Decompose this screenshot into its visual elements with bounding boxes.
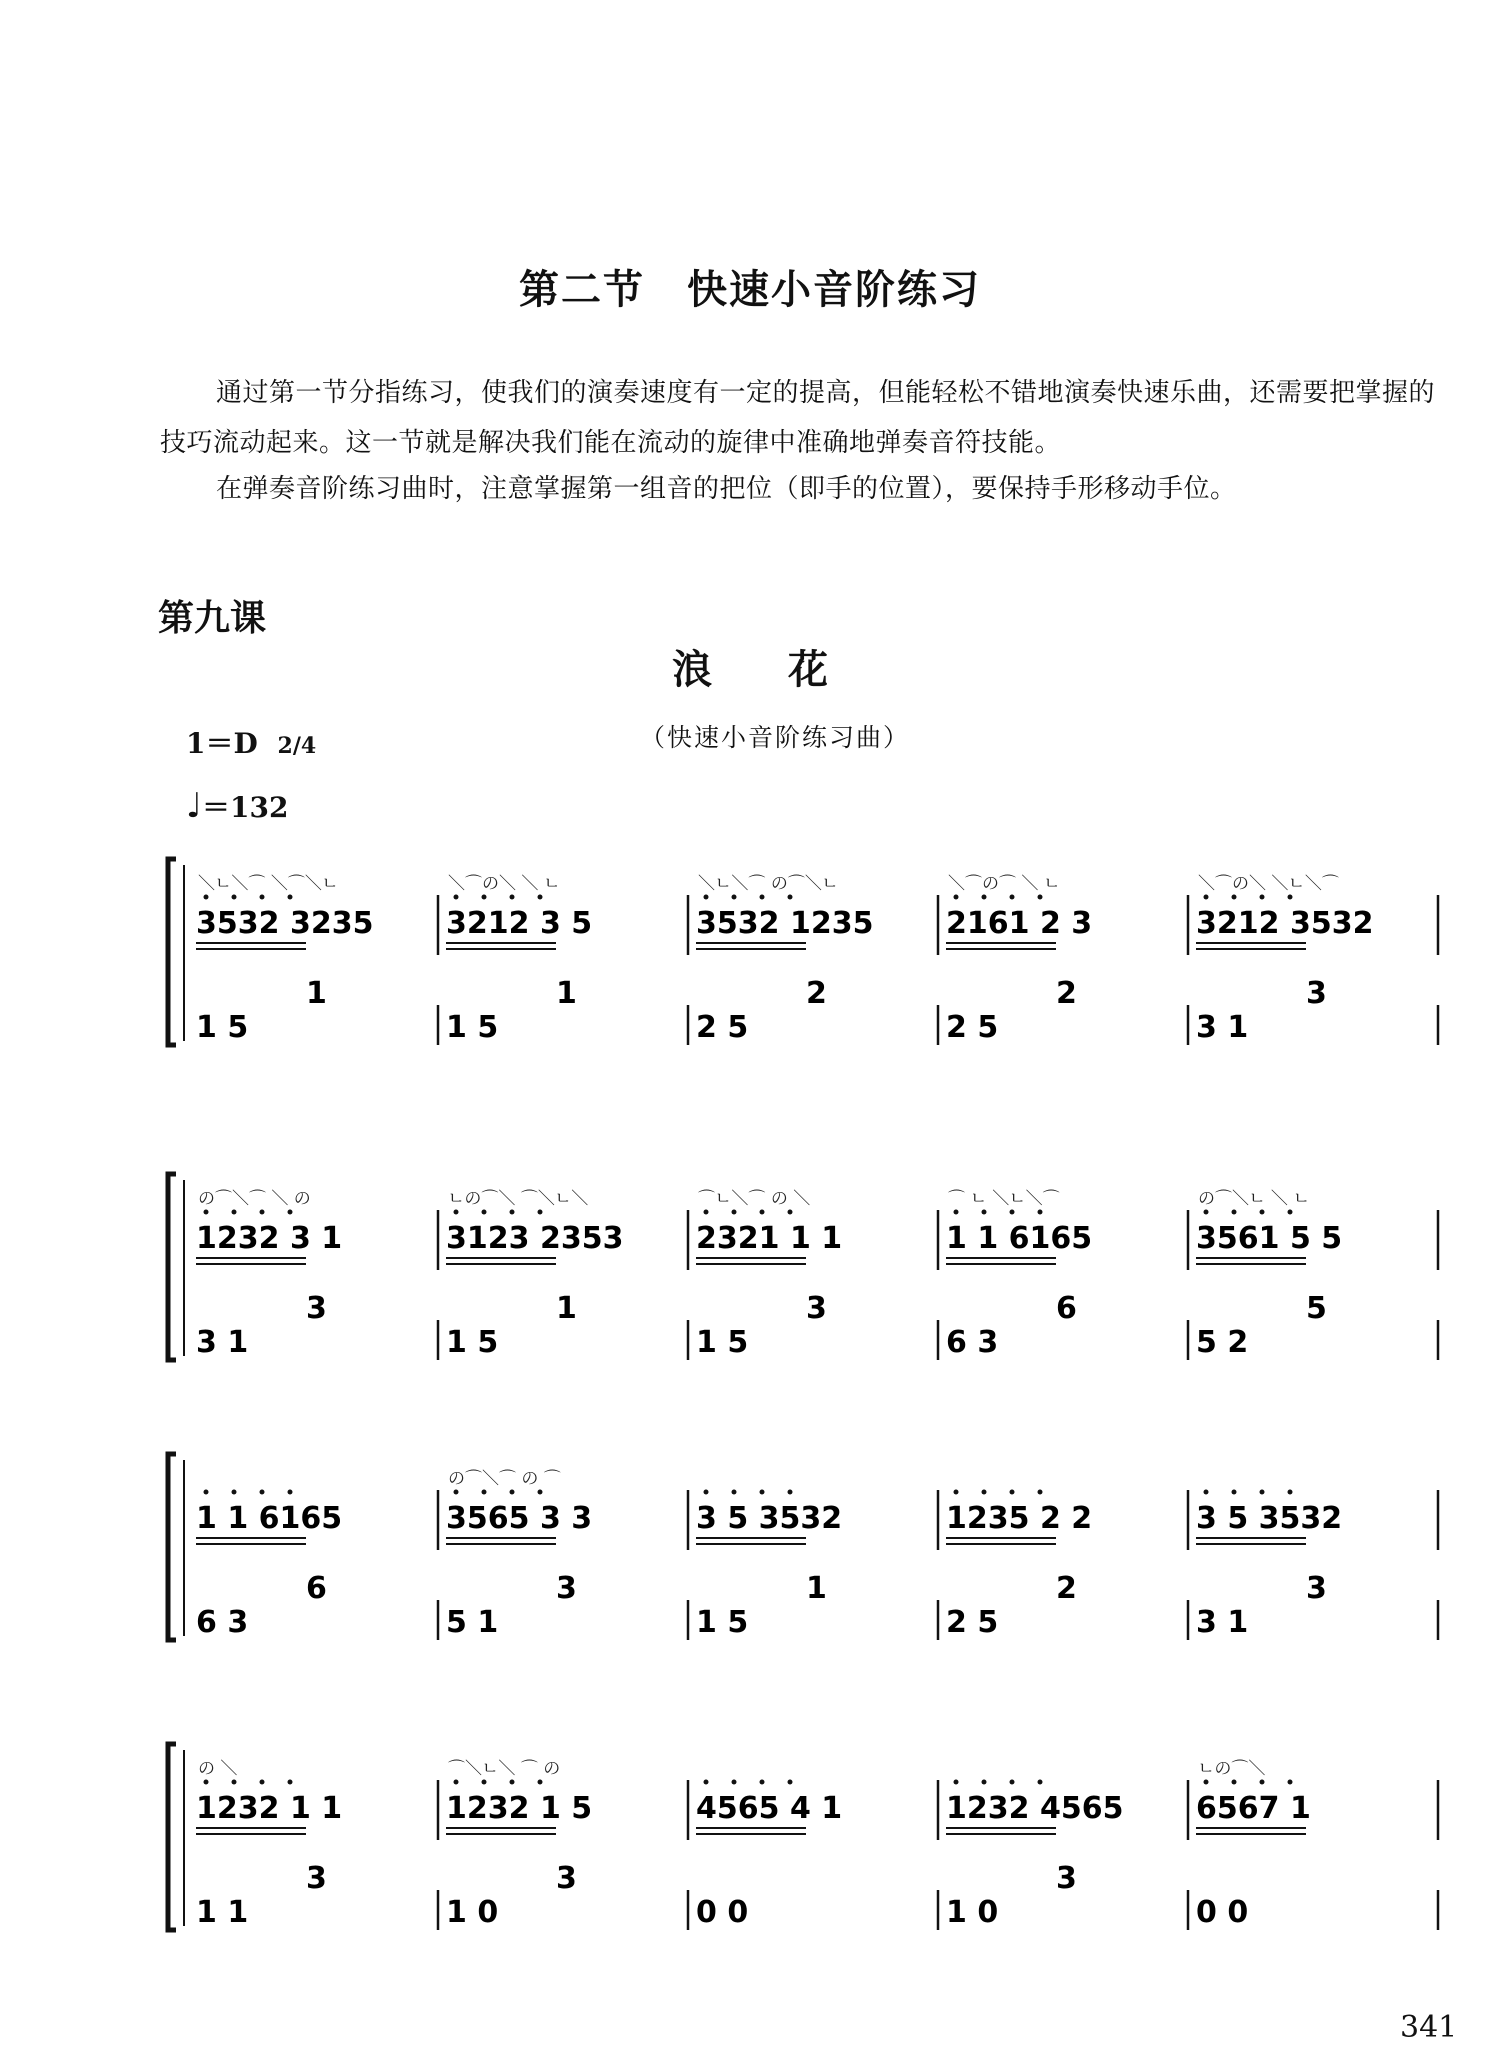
time-signature: 2/4 xyxy=(277,733,317,759)
octave-dot xyxy=(454,1490,459,1495)
bass-top-note: 1 xyxy=(556,1291,577,1326)
bass-notes: 2 5 xyxy=(946,1010,999,1045)
octave-dot xyxy=(482,1490,487,1495)
octave-dot xyxy=(1010,1780,1015,1785)
octave-dot xyxy=(732,1780,737,1785)
octave-dot xyxy=(454,1780,459,1785)
octave-dot xyxy=(232,895,237,900)
octave-dot xyxy=(1288,895,1293,900)
octave-dot xyxy=(260,1210,265,1215)
fingering-marks: ＼⌒の⌒ ＼ ㄴ xyxy=(948,874,1061,894)
octave-dot xyxy=(704,1780,709,1785)
octave-dot xyxy=(1038,1780,1043,1785)
melody-notes: 1235 2 2 xyxy=(946,1501,1093,1536)
octave-dot xyxy=(760,1210,765,1215)
octave-dot xyxy=(1204,1780,1209,1785)
octave-dot xyxy=(982,1210,987,1215)
octave-dot xyxy=(454,1210,459,1215)
fingering-marks: ＼⌒の＼ ＼ㄴ＼⌒ xyxy=(1198,874,1339,894)
fingering-marks: ＼ㄴ＼⌒ ＼⌒＼ㄴ xyxy=(198,874,339,894)
octave-dot xyxy=(760,1780,765,1785)
octave-dot xyxy=(1232,1490,1237,1495)
system-bracket xyxy=(168,1174,176,1360)
octave-dot xyxy=(538,1490,543,1495)
fingering-marks: ＼⌒の＼ ＼ ㄴ xyxy=(448,874,561,894)
octave-dot xyxy=(954,1780,959,1785)
octave-dot xyxy=(1204,895,1209,900)
octave-dot xyxy=(288,1490,293,1495)
melody-notes: 2161 2 3 xyxy=(946,906,1093,941)
octave-dot xyxy=(288,1780,293,1785)
octave-dot xyxy=(260,895,265,900)
melody-notes: 3 5 3532 xyxy=(1196,1501,1343,1536)
bass-top-note: 3 xyxy=(306,1861,327,1896)
bass-notes: 1 5 xyxy=(696,1325,749,1360)
octave-dot xyxy=(1204,1210,1209,1215)
melody-notes: 3532 1235 xyxy=(696,906,874,941)
bass-top-note: 2 xyxy=(1056,976,1077,1011)
bass-notes: 1 5 xyxy=(446,1325,499,1360)
octave-dot xyxy=(1232,895,1237,900)
melody-notes: 3561 5 5 xyxy=(1196,1221,1343,1256)
bass-top-note: 6 xyxy=(306,1571,327,1606)
bass-top-note: 2 xyxy=(1056,1571,1077,1606)
bass-top-note: 3 xyxy=(306,1291,327,1326)
bass-notes: 1 0 xyxy=(446,1895,499,1930)
fingering-marks: ㄴの⌒＼ xyxy=(1198,1759,1266,1779)
octave-dot xyxy=(232,1490,237,1495)
octave-dot xyxy=(454,895,459,900)
octave-dot xyxy=(760,1490,765,1495)
melody-notes: 4565 4 1 xyxy=(696,1791,843,1826)
bass-notes: 6 3 xyxy=(196,1605,249,1640)
octave-dot xyxy=(538,1780,543,1785)
melody-notes: 3565 3 3 xyxy=(446,1501,593,1536)
octave-dot xyxy=(982,895,987,900)
intro-paragraph-2: 在弹奏音阶练习曲时，注意掌握第一组音的把位（即手的位置），要保持手形移动手位。 xyxy=(216,474,1237,504)
octave-dot xyxy=(954,895,959,900)
octave-dot xyxy=(704,895,709,900)
intro-paragraph-1: 通过第一节分指练习，使我们的演奏速度有一定的提高，但能轻松不错地演奏快速乐曲，还需要把掌握的技巧流动起来。这一节就是解决我们能在流动的旋律中准确地弹奏音符技能。 xyxy=(160,378,1436,458)
bass-top-note: 1 xyxy=(806,1571,827,1606)
octave-dot xyxy=(1010,895,1015,900)
melody-notes: 3532 3235 xyxy=(196,906,374,941)
system-bracket xyxy=(168,1454,176,1640)
piece-subtitle: （快速小音阶练习曲） xyxy=(640,723,911,752)
fingering-marks: の⌒＼ㄴ ＼ ㄴ xyxy=(1198,1189,1310,1209)
system-bracket xyxy=(168,1744,176,1930)
bass-notes: 6 3 xyxy=(946,1325,999,1360)
fingering-marks: の⌒＼⌒ の ⌒ xyxy=(448,1469,561,1489)
bass-notes: 1 1 xyxy=(196,1895,249,1930)
bass-top-note: 2 xyxy=(806,976,827,1011)
melody-notes: 3123 2353 xyxy=(446,1221,624,1256)
melody-notes: 1232 1 5 xyxy=(446,1791,593,1826)
octave-dot xyxy=(204,1490,209,1495)
octave-dot xyxy=(538,895,543,900)
melody-notes: 6567 1 xyxy=(1196,1791,1311,1826)
bass-notes: 2 5 xyxy=(946,1605,999,1640)
octave-dot xyxy=(1038,1210,1043,1215)
octave-dot xyxy=(760,895,765,900)
fingering-marks: の⌒＼⌒ ＼ の xyxy=(198,1189,311,1209)
octave-dot xyxy=(1010,1210,1015,1215)
melody-notes: 1232 4565 xyxy=(946,1791,1124,1826)
octave-dot xyxy=(204,895,209,900)
bass-notes: 5 2 xyxy=(1196,1325,1249,1360)
bass-notes: 1 5 xyxy=(196,1010,249,1045)
bass-notes: 5 1 xyxy=(446,1605,499,1640)
octave-dot xyxy=(788,1210,793,1215)
octave-dot xyxy=(510,1490,515,1495)
bass-top-note: 3 xyxy=(806,1291,827,1326)
quarter-note-icon: ♩ xyxy=(186,786,203,826)
octave-dot xyxy=(982,1780,987,1785)
octave-dot xyxy=(1010,1490,1015,1495)
melody-notes: 1 1 6165 xyxy=(196,1501,343,1536)
melody-notes: 3 5 3532 xyxy=(696,1501,843,1536)
bass-notes: 1 0 xyxy=(946,1895,999,1930)
bass-top-note: 1 xyxy=(556,976,577,1011)
bass-notes: 2 5 xyxy=(696,1010,749,1045)
bass-notes: 3 1 xyxy=(196,1325,249,1360)
bass-top-note: 1 xyxy=(306,976,327,1011)
page-number: 341 xyxy=(1400,2010,1458,2045)
octave-dot xyxy=(954,1490,959,1495)
octave-dot xyxy=(288,895,293,900)
octave-dot xyxy=(788,1490,793,1495)
melody-notes: 1 1 6165 xyxy=(946,1221,1093,1256)
octave-dot xyxy=(510,895,515,900)
bass-notes: 3 1 xyxy=(1196,1605,1249,1640)
bass-top-note: 5 xyxy=(1306,1291,1327,1326)
octave-dot xyxy=(260,1780,265,1785)
piece-title: 浪花 xyxy=(672,647,904,693)
octave-dot xyxy=(510,1780,515,1785)
key-label: 1＝D xyxy=(186,727,258,760)
octave-dot xyxy=(1260,1210,1265,1215)
octave-dot xyxy=(732,895,737,900)
octave-dot xyxy=(1288,1210,1293,1215)
fingering-marks: ＼ㄴ＼⌒ の⌒＼ㄴ xyxy=(698,874,839,894)
section-title: 第二节 快速小音阶练习 xyxy=(519,267,981,313)
octave-dot xyxy=(482,895,487,900)
octave-dot xyxy=(1038,1490,1043,1495)
octave-dot xyxy=(1260,895,1265,900)
fingering-marks: ⌒ ㄴ ＼ㄴ＼⌒ xyxy=(948,1189,1060,1209)
bass-top-note: 3 xyxy=(556,1861,577,1896)
fingering-marks: ⌒ㄴ＼⌒ の ＼ xyxy=(698,1189,811,1209)
octave-dot xyxy=(1288,1490,1293,1495)
melody-notes: 1232 1 1 xyxy=(196,1791,343,1826)
bass-top-note: 3 xyxy=(556,1571,577,1606)
octave-dot xyxy=(204,1210,209,1215)
melody-notes: 3212 3 5 xyxy=(446,906,593,941)
octave-dot xyxy=(260,1490,265,1495)
bass-notes: 3 1 xyxy=(1196,1010,1249,1045)
octave-dot xyxy=(538,1210,543,1215)
tempo-value: ＝132 xyxy=(202,791,289,824)
octave-dot xyxy=(982,1490,987,1495)
bass-top-note: 6 xyxy=(1056,1291,1077,1326)
octave-dot xyxy=(510,1210,515,1215)
octave-dot xyxy=(1232,1210,1237,1215)
octave-dot xyxy=(204,1780,209,1785)
octave-dot xyxy=(732,1210,737,1215)
octave-dot xyxy=(1260,1490,1265,1495)
fingering-marks: の ＼ xyxy=(198,1759,238,1779)
octave-dot xyxy=(1204,1490,1209,1495)
fingering-marks: ㄴの⌒＼ ⌒＼ㄴ＼ xyxy=(448,1189,589,1209)
fingering-marks: ⌒＼ㄴ＼ ⌒ の xyxy=(448,1759,561,1779)
melody-notes: 3212 3532 xyxy=(1196,906,1374,941)
octave-dot xyxy=(288,1210,293,1215)
octave-dot xyxy=(232,1780,237,1785)
bass-notes: 0 0 xyxy=(1196,1895,1249,1930)
octave-dot xyxy=(732,1490,737,1495)
octave-dot xyxy=(954,1210,959,1215)
octave-dot xyxy=(1232,1780,1237,1785)
octave-dot xyxy=(232,1210,237,1215)
octave-dot xyxy=(704,1490,709,1495)
lesson-label: 第九课 xyxy=(158,598,267,639)
octave-dot xyxy=(704,1210,709,1215)
bass-top-note: 3 xyxy=(1306,976,1327,1011)
bass-notes: 1 5 xyxy=(446,1010,499,1045)
octave-dot xyxy=(482,1210,487,1215)
bass-notes: 0 0 xyxy=(696,1895,749,1930)
octave-dot xyxy=(1038,895,1043,900)
octave-dot xyxy=(1288,1780,1293,1785)
octave-dot xyxy=(788,1780,793,1785)
melody-notes: 2321 1 1 xyxy=(696,1221,843,1256)
bass-notes: 1 5 xyxy=(696,1605,749,1640)
bass-top-note: 3 xyxy=(1306,1571,1327,1606)
melody-notes: 1232 3 1 xyxy=(196,1221,343,1256)
octave-dot xyxy=(1260,1780,1265,1785)
octave-dot xyxy=(788,895,793,900)
system-bracket xyxy=(168,859,176,1045)
octave-dot xyxy=(482,1780,487,1785)
bass-top-note: 3 xyxy=(1056,1861,1077,1896)
